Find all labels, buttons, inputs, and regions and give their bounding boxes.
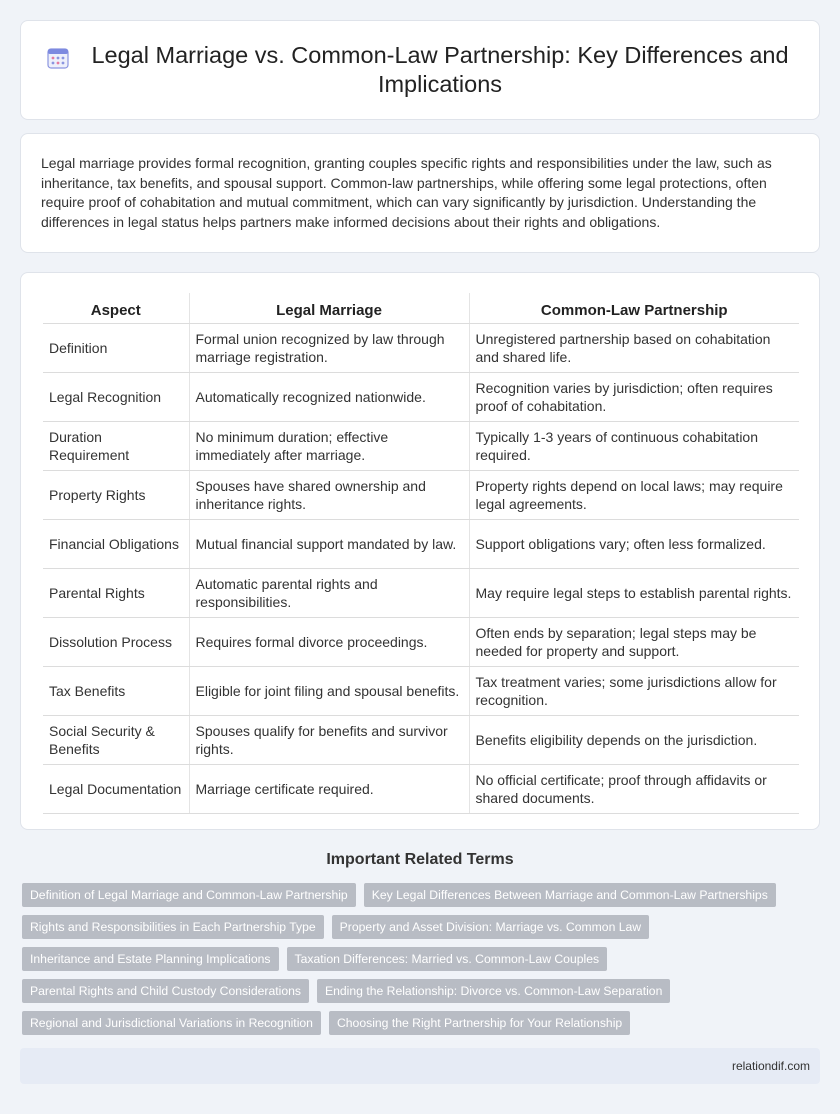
related-term-tag[interactable]: Ending the Relationship: Divorce vs. Common-Law Separation	[317, 979, 670, 1003]
legal-marriage-cell: Automatic parental rights and responsibilities.	[189, 568, 469, 617]
table-row	[43, 764, 799, 813]
column-header-legal-marriage: Legal Marriage	[189, 293, 469, 323]
related-term-tag[interactable]: Parental Rights and Child Custody Considerations	[22, 979, 309, 1003]
related-term-tag[interactable]: Property and Asset Division: Marriage vs. Common Law	[332, 915, 649, 939]
legal-marriage-cell: Formal union recognized by law through marriage registration.	[189, 323, 469, 372]
legal-marriage-cell: Eligible for joint filing and spousal benefits.	[189, 666, 469, 715]
aspect-cell: Property Rights	[43, 470, 189, 519]
common-law-cell: May require legal steps to establish parental rights.	[469, 568, 799, 617]
column-header-common-law: Common-Law Partnership	[469, 293, 799, 323]
common-law-cell: Unregistered partnership based on cohabitation and shared life.	[469, 323, 799, 372]
related-term-tag[interactable]: Definition of Legal Marriage and Common-Law Partnership	[22, 883, 356, 907]
footer-site-link[interactable]: relationdif.com	[731, 1059, 810, 1073]
table-row	[43, 568, 799, 617]
legal-marriage-cell: Automatically recognized nationwide.	[189, 372, 469, 421]
aspect-cell: Dissolution Process	[43, 617, 189, 666]
common-law-cell: Recognition varies by jurisdiction; often requires proof of cohabitation.	[469, 372, 799, 421]
table-row	[43, 519, 799, 568]
common-law-cell: Support obligations vary; often less formalized.	[469, 519, 799, 568]
comparison-card	[20, 272, 820, 830]
common-law-cell: Typically 1-3 years of continuous cohabitation required.	[469, 421, 799, 470]
footer	[20, 1048, 820, 1084]
legal-marriage-cell: Spouses qualify for benefits and survivor rights.	[189, 715, 469, 764]
related-terms-list	[22, 883, 822, 1035]
table-header-row	[43, 293, 799, 323]
related-term-tag[interactable]: Taxation Differences: Married vs. Common-Law Couples	[287, 947, 608, 971]
related-term-tag[interactable]: Inheritance and Estate Planning Implications	[22, 947, 279, 971]
comparison-table	[43, 293, 799, 814]
aspect-cell: Social Security & Benefits	[43, 715, 189, 764]
table-row	[43, 617, 799, 666]
related-term-tag[interactable]: Regional and Jurisdictional Variations in Recognition	[22, 1011, 321, 1035]
aspect-cell: Definition	[43, 323, 189, 372]
table-row	[43, 470, 799, 519]
legal-marriage-cell: Marriage certificate required.	[189, 764, 469, 813]
table-row	[43, 372, 799, 421]
legal-marriage-cell: No minimum duration; effective immediately after marriage.	[189, 421, 469, 470]
table-row	[43, 421, 799, 470]
common-law-cell: Benefits eligibility depends on the jurisdiction.	[469, 715, 799, 764]
header-card	[20, 20, 820, 120]
related-term-tag[interactable]: Key Legal Differences Between Marriage and Common-Law Partnerships	[364, 883, 776, 907]
common-law-cell: Often ends by separation; legal steps may be needed for property and support.	[469, 617, 799, 666]
legal-marriage-cell: Requires formal divorce proceedings.	[189, 617, 469, 666]
legal-marriage-cell: Mutual financial support mandated by law.	[189, 519, 469, 568]
aspect-cell: Legal Recognition	[43, 372, 189, 421]
aspect-cell: Parental Rights	[43, 568, 189, 617]
related-term-tag[interactable]: Choosing the Right Partnership for Your Relationship	[329, 1011, 630, 1035]
related-terms-title: Important Related Terms	[326, 851, 514, 868]
intro-text: Legal marriage provides formal recognition, granting couples specific rights and responsibilities under the law, such as inheritance, tax benefits, and spousal support. Common-law partnerships, while offering some legal protections, often require proof of cohabitation and mutual commitment, which can vary significantly by jurisdiction. Understanding the differences in legal status helps partners make informed decisions about their rights and obligations.	[41, 155, 772, 230]
aspect-cell: Legal Documentation	[43, 764, 189, 813]
intro-card	[20, 133, 820, 253]
table-row	[43, 666, 799, 715]
aspect-cell: Tax Benefits	[43, 666, 189, 715]
aspect-cell: Financial Obligations	[43, 519, 189, 568]
common-law-cell: No official certificate; proof through affidavits or shared documents.	[469, 764, 799, 813]
table-row	[43, 323, 799, 372]
common-law-cell: Property rights depend on local laws; may require legal agreements.	[469, 470, 799, 519]
column-header-aspect: Aspect	[43, 293, 189, 323]
common-law-cell: Tax treatment varies; some jurisdictions allow for recognition.	[469, 666, 799, 715]
page-title: Legal Marriage vs. Common-Law Partnership: Key Differences and Implications	[91, 42, 789, 97]
table-row	[43, 715, 799, 764]
legal-marriage-cell: Spouses have shared ownership and inheritance rights.	[189, 470, 469, 519]
related-term-tag[interactable]: Rights and Responsibilities in Each Partnership Type	[22, 915, 324, 939]
aspect-cell: Duration Requirement	[43, 421, 189, 470]
